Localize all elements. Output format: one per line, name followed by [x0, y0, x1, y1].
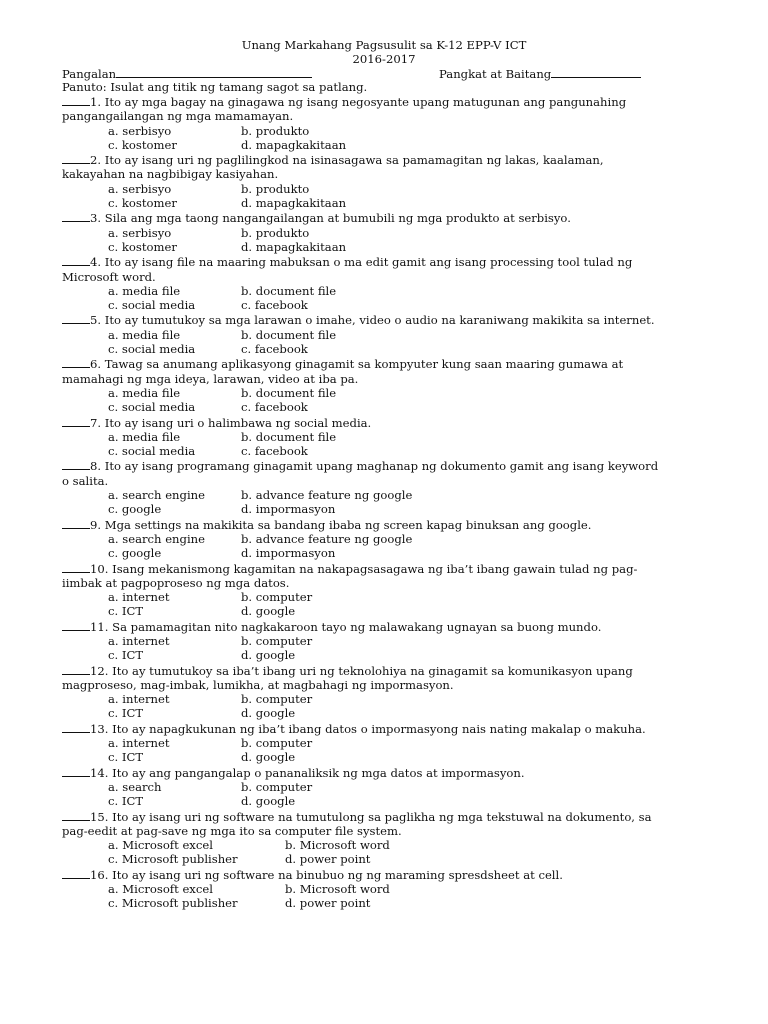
grade-label: Pangkat at Baitang	[439, 67, 552, 81]
choice-grid	[62, 532, 722, 561]
question-item	[62, 765, 722, 809]
choice-option: c. ICT	[108, 604, 144, 619]
choice-option: d. google	[241, 604, 296, 619]
question-line: kakayahan na nagbibigay kasiyahan.	[62, 167, 279, 182]
question-text	[62, 561, 722, 576]
choice-option: c. google	[108, 546, 162, 561]
choice-option: a. serbisyo	[108, 181, 172, 196]
choice-option: a. internet	[108, 692, 170, 707]
question-text	[62, 663, 722, 678]
choice-option: c. social media	[108, 342, 196, 357]
choice-option: b. document file	[241, 327, 337, 342]
question-line: 1. Ito ay mga bagay na ginagawa ng isang negosyante upang matugunan ang pangunahing	[90, 95, 627, 109]
question-text	[62, 765, 722, 780]
choice-grid	[62, 838, 722, 867]
choice-grid	[62, 386, 722, 415]
question-text	[62, 94, 722, 109]
choice-grid	[62, 284, 722, 313]
question-line: 9. Mga settings na makikita sa bandang ibaba ng screen kapag binuksan ang google.	[90, 517, 592, 532]
choice-option: a. media file	[108, 429, 181, 444]
question-line: magproseso, mag-imbak, lumikha, at magbahagi ng impormasyon.	[62, 677, 454, 692]
choice-option: a. Microsoft excel	[108, 838, 213, 853]
choice-option: c. kostomer	[108, 196, 177, 211]
choice-option: b. advance feature ng google	[241, 488, 413, 503]
question-text	[62, 356, 722, 371]
choice-grid	[62, 780, 722, 809]
question-line: mamahagi ng mga ideya, larawan, video at iba pa.	[62, 371, 359, 386]
choice-option: c. kostomer	[108, 239, 177, 254]
question-line: 8. Ito ay isang programang ginagamit upang maghanap ng dokumento gamit ang isang keyword	[90, 459, 659, 474]
choice-option: d. mapagkakitaan	[241, 239, 347, 254]
question-line: Microsoft word.	[62, 269, 156, 284]
question-item	[62, 254, 722, 312]
question-item	[62, 94, 722, 152]
question-line: 16. Ito ay isang uri ng software na binubuo ng ng maraming spresdsheet at cell.	[90, 867, 563, 882]
question-text	[62, 415, 722, 430]
choice-option: a. internet	[108, 736, 170, 751]
question-text	[62, 721, 722, 736]
choice-option: b. computer	[241, 736, 313, 751]
question-text-continued	[62, 824, 722, 838]
question-item	[62, 809, 722, 867]
question-line: 7. Ito ay isang uri o halimbawa ng social media.	[90, 415, 372, 430]
choice-option: d. google	[241, 794, 296, 809]
choice-option: d. google	[241, 648, 296, 663]
question-text-continued	[62, 372, 722, 386]
answer-blank[interactable]	[62, 210, 90, 222]
question-text-continued	[62, 167, 722, 181]
question-item	[62, 210, 722, 254]
question-item	[62, 517, 722, 561]
name-label: Pangalan	[62, 67, 117, 81]
question-text	[62, 867, 722, 882]
choice-option: c. ICT	[108, 750, 144, 765]
question-line: 2. Ito ay isang uri ng paglilingkod na isinasagawa sa pamamagitan ng lakas, kaalaman,	[90, 153, 604, 168]
question-item	[62, 619, 722, 663]
answer-blank[interactable]	[62, 152, 90, 164]
question-item	[62, 561, 722, 619]
answer-blank[interactable]	[62, 765, 90, 777]
choice-option: b. produkto	[241, 123, 310, 138]
name-blank[interactable]	[116, 66, 312, 78]
question-line: 6. Tawag sa anumang aplikasyong ginagamit sa kompyuter kung saan maaring gumawa at	[90, 357, 624, 372]
grade-blank[interactable]	[551, 66, 641, 78]
choice-option: d. impormasyon	[241, 546, 336, 561]
choice-option: d. impormasyon	[241, 502, 336, 517]
choice-option: d. power point	[285, 896, 371, 911]
question-text	[62, 809, 722, 824]
question-text-continued	[62, 109, 722, 123]
instructions: Panuto: Isulat ang titik ng tamang sagot sa patlang.	[62, 80, 368, 94]
choice-grid	[62, 430, 722, 459]
choice-option: c. social media	[108, 444, 196, 459]
choice-option: b. document file	[241, 429, 337, 444]
choice-option: c. social media	[108, 298, 196, 313]
question-line: 15. Ito ay isang uri ng software na tumutulong sa paglikha ng mga tekstuwal na dokumento, sa	[90, 809, 652, 824]
answer-blank[interactable]	[62, 867, 90, 879]
question-line: pangangailangan ng mga mamamayan.	[62, 109, 294, 124]
question-text-continued	[62, 576, 722, 590]
choice-option: c. facebook	[241, 298, 308, 313]
question-text-continued	[62, 474, 722, 488]
question-line: 11. Sa pamamagitan nito nagkakaroon tayo ng malawakang ugnayan sa buong mundo.	[90, 619, 602, 634]
choice-option: b. computer	[241, 692, 313, 707]
question-text	[62, 254, 722, 269]
question-line: pag-eedit at pag-save ng mga ito sa computer file system.	[62, 823, 402, 838]
answer-blank[interactable]	[62, 94, 90, 106]
question-item	[62, 721, 722, 765]
choice-option: a. media file	[108, 283, 181, 298]
choice-option: c. ICT	[108, 706, 144, 721]
choice-grid	[62, 488, 722, 517]
question-item	[62, 458, 722, 516]
question-text	[62, 152, 722, 167]
choice-option: c. social media	[108, 400, 196, 415]
choice-option: c. Microsoft publisher	[108, 852, 238, 867]
question-line: 13. Ito ay napagkukunan ng iba’t ibang datos o impormasyong nais nating makalap o makuha.	[90, 721, 646, 736]
answer-blank[interactable]	[62, 663, 90, 675]
choice-option: c. Microsoft publisher	[108, 896, 238, 911]
choice-grid	[62, 124, 722, 153]
grade-field	[439, 66, 641, 81]
choice-option: b. produkto	[241, 181, 310, 196]
question-text-continued	[62, 678, 722, 692]
answer-blank[interactable]	[62, 458, 90, 470]
name-field	[62, 66, 312, 81]
question-line: iimbak at pagpoproseso ng mga datos.	[62, 575, 290, 590]
choice-option: b. Microsoft word	[285, 882, 390, 897]
choice-option: b. advance feature ng google	[241, 531, 413, 546]
question-line: 10. Isang mekanismong kagamitan na nakapagsasagawa ng iba’t ibang gawain tulad ng pag-	[90, 561, 638, 576]
choice-option: a. Microsoft excel	[108, 882, 213, 897]
question-item	[62, 152, 722, 210]
question-list	[62, 94, 722, 911]
answer-blank[interactable]	[62, 561, 90, 573]
question-item	[62, 663, 722, 721]
question-line: 3. Sila ang mga taong nangangailangan at bumubili ng mga produkto at serbisyo.	[90, 211, 571, 226]
choice-option: a. media file	[108, 327, 181, 342]
choice-option: c. facebook	[241, 342, 308, 357]
answer-blank[interactable]	[62, 809, 90, 821]
choice-option: b. computer	[241, 633, 313, 648]
choice-option: d. power point	[285, 852, 371, 867]
choice-option: a. internet	[108, 590, 170, 605]
choice-option: c. kostomer	[108, 137, 177, 152]
choice-grid	[62, 882, 722, 911]
question-text	[62, 517, 722, 532]
choice-grid	[62, 328, 722, 357]
choice-option: a. media file	[108, 385, 181, 400]
exam-title: Unang Markahang Pagsusulit sa K-12 EPP-V ICT	[241, 38, 527, 52]
choice-option: b. document file	[241, 385, 337, 400]
answer-blank[interactable]	[62, 312, 90, 324]
choice-option: c. ICT	[108, 648, 144, 663]
question-item	[62, 867, 722, 911]
choice-option: d. mapagkakitaan	[241, 137, 347, 152]
choice-option: a. search engine	[108, 531, 205, 546]
question-line: 5. Ito ay tumutukoy sa mga larawan o imahe, video o audio na karaniwang makikita sa internet.	[90, 313, 655, 328]
answer-blank[interactable]	[62, 356, 90, 368]
question-text	[62, 210, 722, 225]
question-line: o salita.	[62, 473, 109, 488]
choice-option: c. ICT	[108, 794, 144, 809]
choice-option: a. serbisyo	[108, 123, 172, 138]
choice-grid	[62, 736, 722, 765]
question-line: 12. Ito ay tumutukoy sa iba’t ibang uri ng teknolohiya na ginagamit sa komunikasyon upang	[90, 663, 633, 678]
choice-option: b. document file	[241, 283, 337, 298]
question-line: 4. Ito ay isang file na maaring mabuksan o ma edit gamit ang isang processing tool tulad ng	[90, 255, 633, 270]
choice-option: a. serbisyo	[108, 225, 172, 240]
choice-option: d. google	[241, 706, 296, 721]
choice-grid	[62, 226, 722, 255]
choice-grid	[62, 634, 722, 663]
question-item	[62, 415, 722, 459]
question-text	[62, 312, 722, 327]
question-line: 14. Ito ay ang pangangalap o pananaliksik ng mga datos at impormasyon.	[90, 765, 525, 780]
choice-option: d. google	[241, 750, 296, 765]
question-text	[62, 619, 722, 634]
question-item	[62, 356, 722, 414]
choice-option: b. computer	[241, 779, 313, 794]
choice-grid	[62, 692, 722, 721]
school-year: 2016-2017	[352, 52, 416, 66]
choice-option: d. mapagkakitaan	[241, 196, 347, 211]
choice-option: a. search engine	[108, 488, 205, 503]
choice-grid	[62, 590, 722, 619]
choice-option: c. facebook	[241, 444, 308, 459]
choice-option: c. facebook	[241, 400, 308, 415]
choice-option: c. google	[108, 502, 162, 517]
answer-blank[interactable]	[62, 254, 90, 266]
choice-grid	[62, 182, 722, 211]
choice-option: b. produkto	[241, 225, 310, 240]
answer-blank[interactable]	[62, 517, 90, 529]
answer-blank[interactable]	[62, 721, 90, 733]
answer-blank[interactable]	[62, 415, 90, 427]
answer-blank[interactable]	[62, 619, 90, 631]
question-text	[62, 458, 722, 473]
choice-option: a. search	[108, 779, 162, 794]
choice-option: b. Microsoft word	[285, 838, 390, 853]
question-text-continued	[62, 270, 722, 284]
choice-option: a. internet	[108, 633, 170, 648]
choice-option: b. computer	[241, 590, 313, 605]
question-item	[62, 312, 722, 356]
